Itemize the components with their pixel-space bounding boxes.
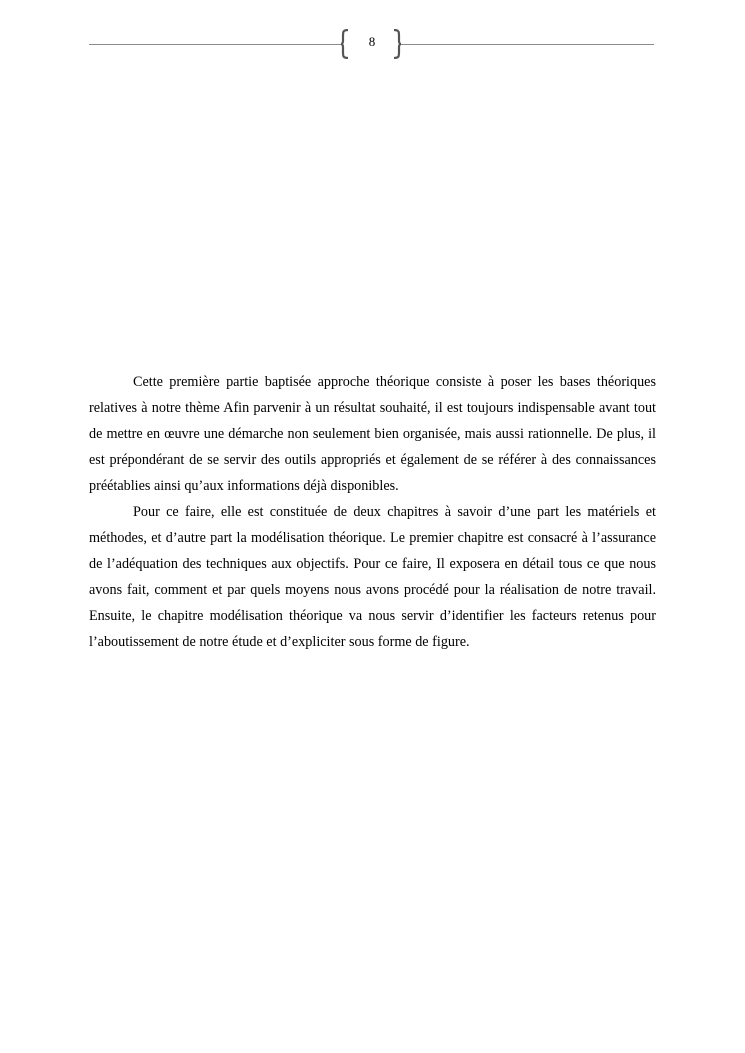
page-header — [0, 0, 745, 70]
paragraph: Cette première partie baptisée approche théorique consiste à poser les bases théoriques relatives à notre thème Afin parvenir à un résultat souhaité, il est toujours indispensable avant tout de mettre en œuvre une démarche non seulement bien organisée, mais aussi rationnelle. De plus, il est prépondérant de se servir des outils appropriés et également de se référer à des connaissances préétablies ainsi qu’aux informations déjà disponibles. — [89, 374, 656, 494]
header-rule-right — [401, 44, 654, 45]
body-text — [89, 369, 656, 655]
paragraph: Pour ce faire, elle est constituée de deux chapitres à savoir d’une part les matériels et méthodes, et d’autre part la modélisation théorique. Le premier chapitre est consacré à l’assurance de l’adéquation des techniques aux objectifs. Pour ce faire, Il exposera en détail tous ce que nous avons fait, comment et par quels moyens nous avons procédé pour la réalisation de notre travail. Ensuite, le chapitre modélisation théorique va nous servir d’identifier les facteurs retenus pour l’aboutissement de notre étude et d’expliciter sous forme de figure. — [89, 504, 656, 650]
header-rule-left — [89, 44, 341, 45]
left-bracket-ornament — [340, 29, 350, 59]
page-number: 8 — [368, 34, 376, 49]
